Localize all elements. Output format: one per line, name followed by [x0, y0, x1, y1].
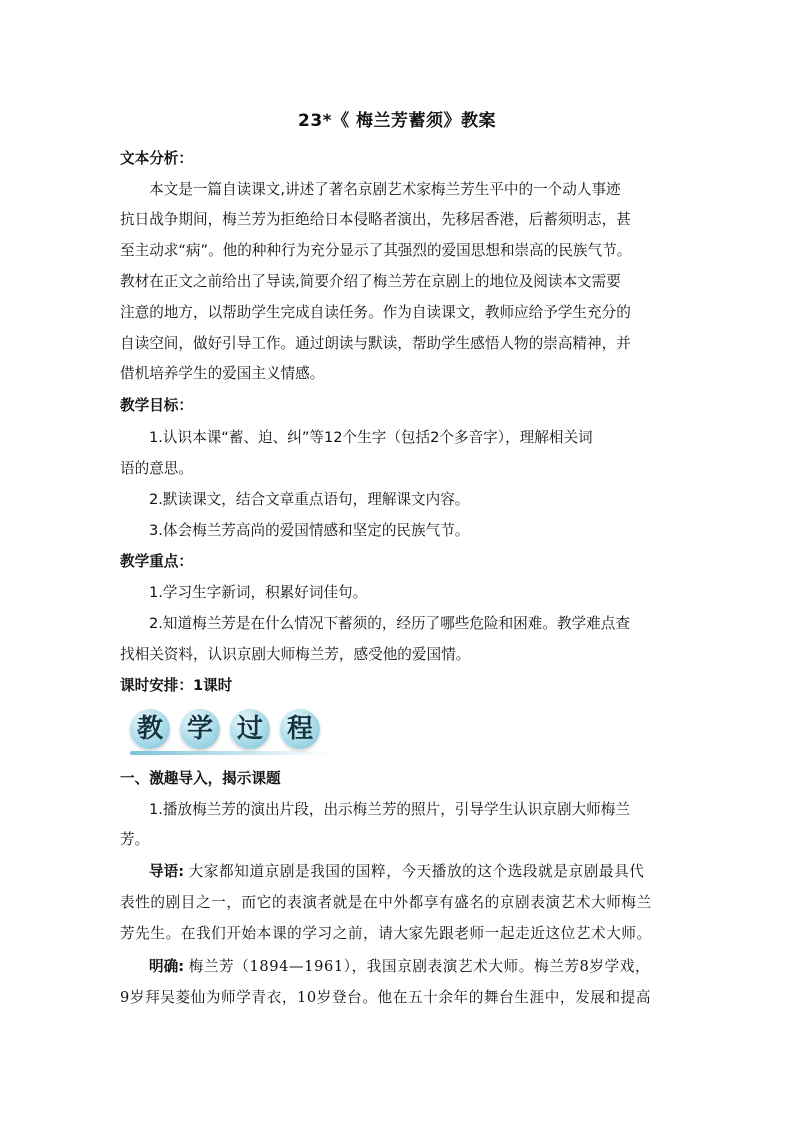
- guide-line: [149, 860, 645, 881]
- guide-label: 导语:: [149, 863, 185, 880]
- goal-item: 1.认识本课“蓄、迫、纠”等12个生字（包括2个多音字），理解相关词: [149, 429, 593, 446]
- banner-underline: [130, 751, 330, 755]
- guide-text: 大家都知道京剧是我国的国粹，今天播放的这个选段就是京剧最具代: [188, 863, 645, 880]
- clarify-text-line: 9岁拜吴菱仙为师学青衣，10岁登台。他在五十余年的舞台生涯中，发展和提高: [120, 989, 652, 1006]
- banner-char: 教: [136, 714, 163, 744]
- process-step-line: 1.播放梅兰芳的演出片段，出示梅兰芳的照片，引导学生认识京剧大师梅兰: [149, 801, 630, 818]
- goal-item: 3.体会梅兰芳高尚的爱国情感和坚定的民族气节。: [149, 522, 470, 539]
- paragraph-line: 至主动求“病”。他的种种行为充分显示了其强烈的爱国思想和崇高的民族气节。: [120, 242, 632, 259]
- banner-char: 程: [286, 714, 313, 744]
- key-point-item: 1.学习生字新词，积累好词佳句。: [149, 584, 368, 601]
- key-point-continuation: 找相关资料，认识京剧大师梅兰芳，感受他的爱国情。: [120, 646, 471, 663]
- section-heading-text-analysis: 文本分析：: [120, 150, 193, 167]
- clarify-label: 明确:: [149, 958, 185, 975]
- guide-text-line: 表性的剧目之一，而它的表演者就是在中外都享有盛名的京剧表演艺术大师梅兰: [120, 894, 652, 911]
- goal-item: 2.默读课文，结合文章重点语句，理解课文内容。: [149, 491, 470, 508]
- paragraph-line: 注意的地方，以帮助学生完成自读任务。作为自读课文，教师应给予学生充分的: [120, 304, 631, 321]
- banner-char: 过: [236, 714, 263, 744]
- key-point-item: 2.知道梅兰芳是在什么情况下蓄须的，经历了哪些危险和困难。教学难点查: [149, 615, 630, 632]
- paragraph-line: 教材在正文之前给出了导读,简要介绍了梅兰芳在京剧上的地位及阅读本文需要: [120, 273, 621, 290]
- process-step-continuation: 芳。: [120, 831, 150, 848]
- process-heading: 一、激趣导入，揭示课题: [120, 770, 281, 787]
- schedule-line: 课时安排：1课时: [120, 677, 233, 694]
- paragraph-line: 抗日战争期间，梅兰芳为拒绝给日本侵略者演出，先移居香港，后蓄须明志，甚: [120, 211, 631, 228]
- goal-item-continuation: 语的意思。: [120, 460, 193, 477]
- banner-char: 学: [186, 714, 213, 744]
- document-title: 23*《 梅兰芳蓄须》教案: [298, 111, 496, 131]
- clarify-text: 梅兰芳（1894—1961），我国京剧表演艺术大师。梅兰芳8岁学戏，: [188, 958, 651, 975]
- paragraph-line: 本文是一篇自读课文,讲述了著名京剧艺术家梅兰芳生平中的一个动人事迹: [149, 181, 621, 198]
- paragraph-line: 借机培养学生的爱国主义情感。: [120, 365, 325, 382]
- section-heading-goals: 教学目标：: [120, 397, 193, 414]
- clarify-line: [149, 955, 650, 976]
- guide-text-line: 芳先生。在我们开始本课的学习之前，请大家先跟老师一起走近这位艺术大师。: [120, 925, 652, 942]
- section-heading-key-points: 教学重点：: [120, 553, 193, 570]
- teaching-process-banner: [126, 707, 336, 755]
- paragraph-line: 自读空间，做好引导工作。通过朗读与默读，帮助学生感悟人物的崇高精神，并: [120, 335, 631, 352]
